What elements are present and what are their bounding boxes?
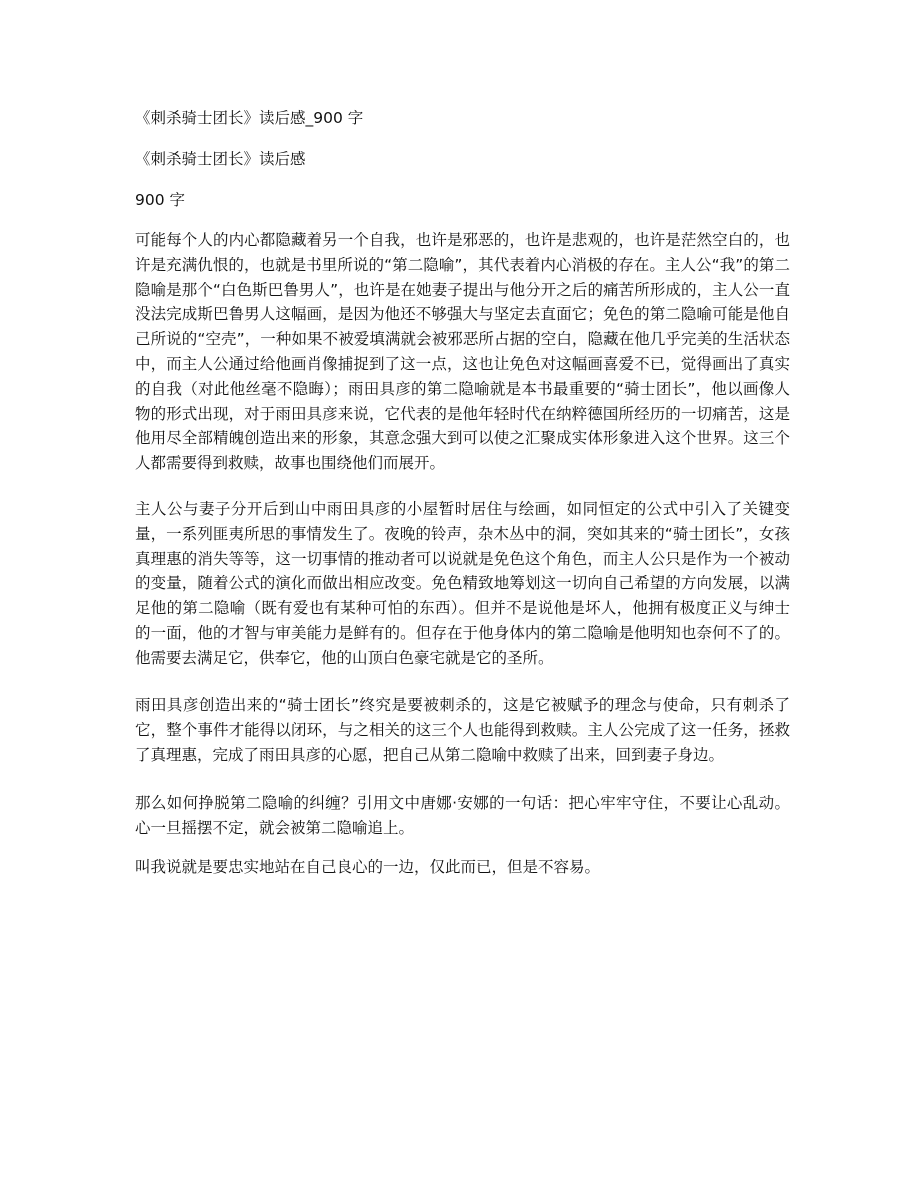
paragraph-4: 那么如何挣脱第二隐喻的纠缠？引用文中唐娜·安娜的一句话：把心牢牢守住，不要让心乱动。心一旦摇摆不定，就会被第二隐喻追上。 (135, 794, 790, 837)
word-count: 900 字 (135, 191, 186, 209)
paragraph-2: 主人公与妻子分开后到山中雨田具彦的小屋暂时居住与绘画，如同恒定的公式中引入了关键变量，一系列匪夷所思的事情发生了。夜晚的铃声，杂木丛中的洞，突如其来的“骑士团长”，女孩真理惠的消失等等，这一切事情的推动者可以说就是免色这个角色，而主人公只是作为一个被动的变量，随着公式的演化而做出相应改变。免色精致地筹划这一切向自己希望的方向发展，以满足他的第二隐喻（既有爱也有某种可怕的东西）。但并不是说他是坏人，他拥有极度正义与绅士的一面，他的才智与审美能力是鲜有的。但存在于他身体内的第二隐喻是他明知也奈何不了的。他需要去满足它，供奉它，他的山顶白色豪宅就是它的圣所。 (135, 500, 790, 667)
document-subtitle: 《刺杀骑士团长》读后感 (135, 150, 306, 168)
document-title: 《刺杀骑士团长》读后感_900 字 (135, 109, 364, 127)
paragraph-5: 叫我说就是要忠实地站在自己良心的一边，仅此而已，但是不容易。 (135, 858, 601, 876)
paragraph-1: 可能每个人的内心都隐藏着另一个自我，也许是邪恶的，也许是悲观的，也许是茫然空白的，也许是充满仇恨的，也就是书里所说的“第二隐喻”，其代表着内心消极的存在。主人公“我”的第二隐喻是那个“白色斯巴鲁男人”，也许是在她妻子提出与他分开之后的痛苦所形成的，主人公一直没法完成斯巴鲁男人这幅画，是因为他还不够强大与坚定去直面它；免色的第二隐喻可能是他自己所说的“空壳”，一种如果不被爱填满就会被邪恶所占据的空白，隐藏在他几乎完美的生活状态中，而主人公通过给他画肖像捕捉到了这一点，这也让免色对这幅画喜爱不已，觉得画出了真实的自我（对此他丝毫不隐晦）；雨田具彦的第二隐喻就是本书最重要的“骑士团长”，他以画像人物的形式出现，对于雨田具彦来说，它代表的是他年轻时代在纳粹德国所经历的一切痛苦，这是他用尽全部精魄创造出来的形象，其意念强大到可以使之汇聚成实体形象进入这个世界。这三个人都需要得到救赎，故事也围绕他们而展开。 (135, 231, 790, 473)
paragraph-3: 雨田具彦创造出来的“骑士团长”终究是要被刺杀的，这是它被赋予的理念与使命，只有刺杀了它，整个事件才能得以闭环，与之相关的这三个人也能得到救赎。主人公完成了这一任务，拯救了真理惠，完成了雨田具彦的心愿，把自己从第二隐喻中救赎了出来，回到妻子身边。 (135, 696, 790, 764)
